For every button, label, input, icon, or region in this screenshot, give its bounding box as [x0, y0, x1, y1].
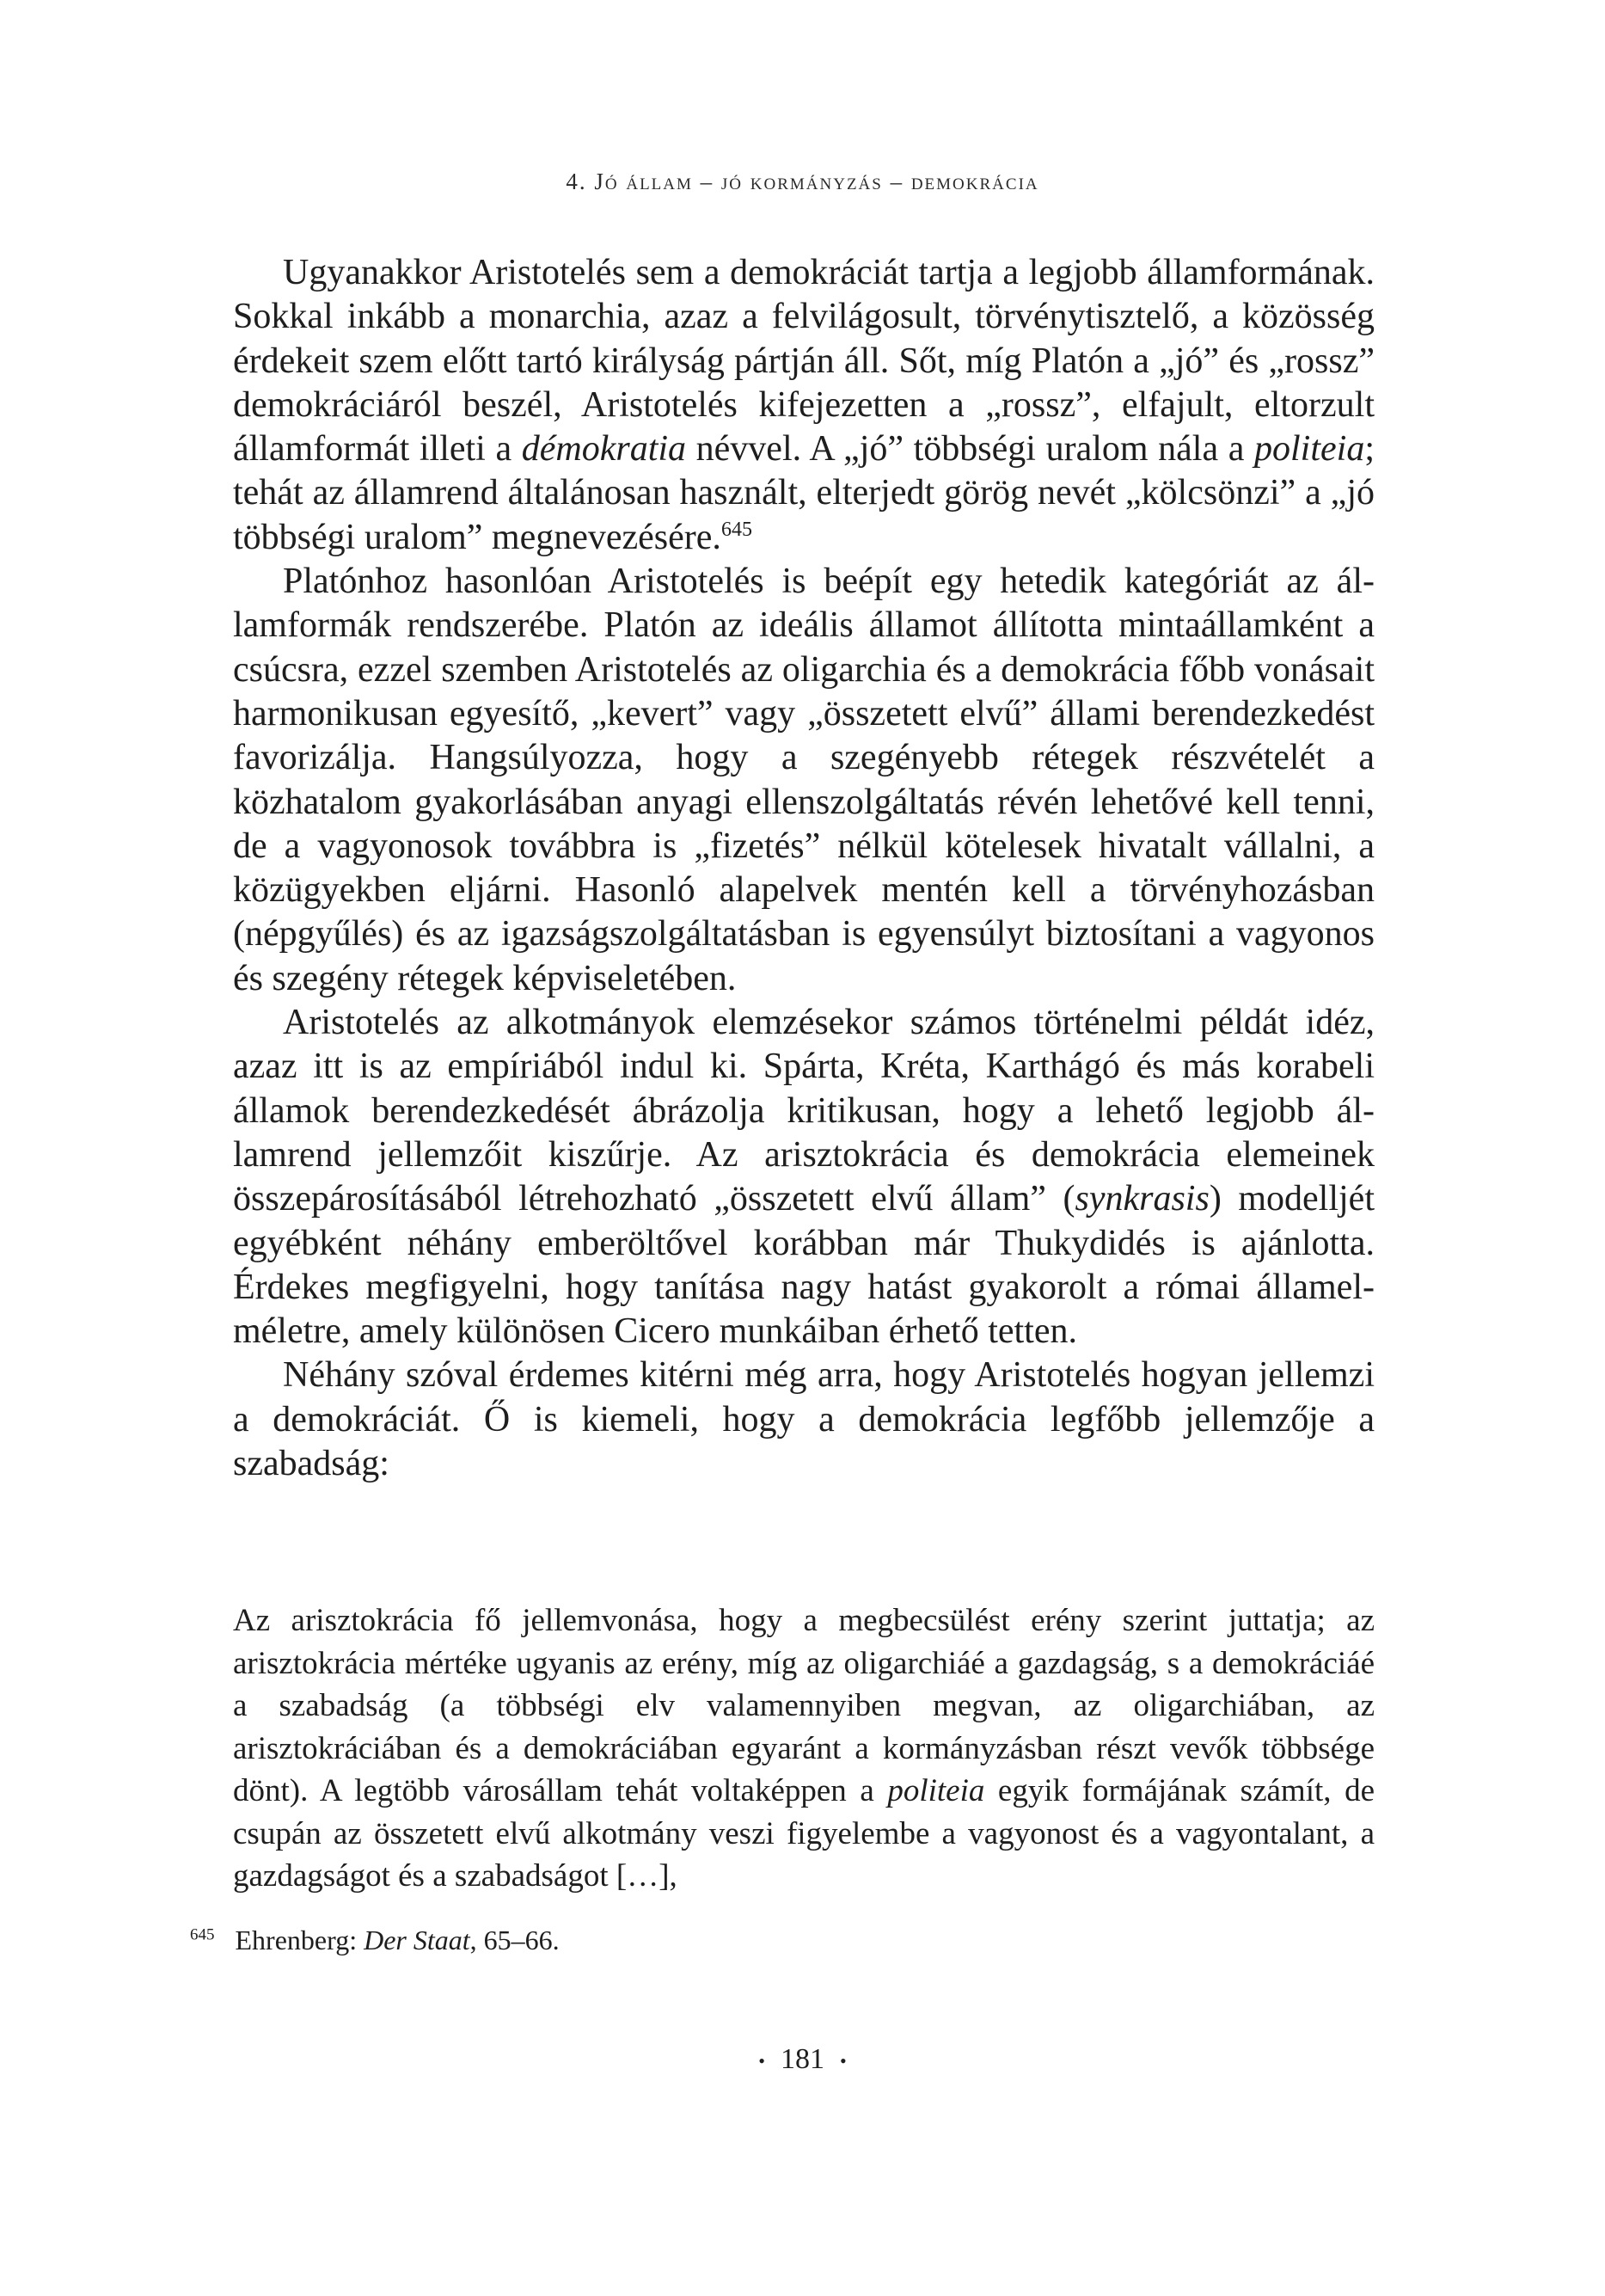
paragraph — [233, 1354, 1375, 1486]
bullet-icon: • — [758, 2050, 765, 2072]
running-head: 4. Jó állam – jó kormányzás – demokrácia — [566, 169, 1039, 194]
italic-term: politeia — [1254, 429, 1365, 470]
footnote-title: Der Staat — [364, 1925, 470, 1955]
footnote-ref: 645 — [720, 518, 752, 541]
text-run: Ugyanakkor Aristotelés sem a demokráciát tartja a legjobb államformának. Sokkal inkább a monarchia, azaz a felvilágosult, törvénytisztelő, a közösség érdekeit szem előtt tartó királyság pártján áll. Sőt, míg Platón a „jó” és „rossz” demokráciáról beszél, Aristotelés kifejezetten a „rossz”, elfajult, eltorzult államformát illeti a — [233, 253, 1375, 470]
page-number: 181 — [781, 2043, 824, 2075]
italic-term: démokratia — [521, 429, 687, 470]
paragraph — [233, 560, 1375, 1001]
text-run: Aristotelés az alkotmányok elemzésekor számos történelmi példát idéz, azaz itt is az empíriából indul ki. Spárta, Kréta, Karthágó és más korabeli államok berendezkedését ábrázolja kritikusan, hogy a lehető legjobb államrend jellemzőit kiszűrje. Az arisztokrácia és demokrácia elemeinek összepárosításából létrehozható „összetett elvű állam” ( — [233, 1003, 1375, 1219]
text-run: névvel. A „jó” többségi uralom nála a — [686, 429, 1255, 470]
text-run: Néhány szóval érdemes kitérni még arra, hogy Aristotelés hogyan jellemzi a demokráciát. Ő is kiemeli, hogy a demokrácia legfőbb jellemzője a szabadság: — [233, 1355, 1375, 1484]
text-run: ; tehát az államrend általánosan használt, elterjedt görög nevét „kölcsönzi” a „jó többségi uralom” megnevezésére. — [233, 429, 1375, 557]
italic-term: synkrasis — [1075, 1179, 1210, 1219]
paragraph — [233, 1001, 1375, 1354]
footnote-pages: , 65–66. — [469, 1925, 560, 1955]
italic-term: politeia — [887, 1773, 985, 1808]
body-text — [233, 251, 1375, 1486]
paragraph — [233, 251, 1375, 560]
block-quote — [233, 1599, 1375, 1898]
text-run: egyik formájának számít, de csupán az összetett elvű alkotmány veszi figyelembe a vagyonost és a vagyontalant, a gazdagságot és a szabadságot […], — [233, 1773, 1375, 1894]
text-run: ) modelljét egyébként néhány emberöltővel korábban már Thukydidés is ajánlotta. Érdekes megfigyelni, hogy tanítása nagy hatást gyakorolt a római államelméletre, amely különösen Cicero munkáiban érhető tetten. — [233, 1179, 1375, 1352]
quote-text — [233, 1599, 1375, 1898]
text-run: Az arisztokrácia fő jellemvonása, hogy a megbecsülést erény szerint juttatja; az arisztokrácia mértéke ugyanis az erény, míg az oligarchiáé a gazdagság, s a demokráciáé a szabadság (a többségi elv valamennyiben megvan, az oligarchiában, az arisztokráciában és a demokráciában egyaránt a kormányzásban részt vevők többsége dönt). A legtöbb városállam tehát voltaképpen a — [233, 1603, 1375, 1808]
page-footer — [0, 2043, 1605, 2076]
footnote-author: Ehrenberg: — [235, 1925, 364, 1955]
bullet-icon: • — [840, 2050, 847, 2072]
footnote-number: 645 — [190, 1925, 215, 1944]
text-run: Platónhoz hasonlóan Aristotelés is beépít egy hetedik kategóriát az államformák rendszerébe. Platón az ideális államot állította mintaállamként a csúcsra, ezzel szemben Aristotelés az oligarchia és a demokrácia főbb vonásait harmonikusan egyesítő, „kevert” vagy „összetett elvű” állami berendezkedést favorizálja. Hangsúlyozza, hogy a szegényebb rétegek részvételét a közhatalom gyakorlásában anyagi ellenszolgáltatás révén lehetővé kell tenni, de a vagyonosok továbbra is „fizetés” nélkül kötelesek hivatalt vállalni, a közügyekben eljárni. Hasonló alapelvek mentén kell a törvényhozásban (népgyűlés) és az igazságszolgáltatásban is egyensúlyt biztosítani a vagyonos és szegény rétegek képviseletében. — [233, 562, 1375, 998]
footnote — [190, 1923, 1376, 1957]
